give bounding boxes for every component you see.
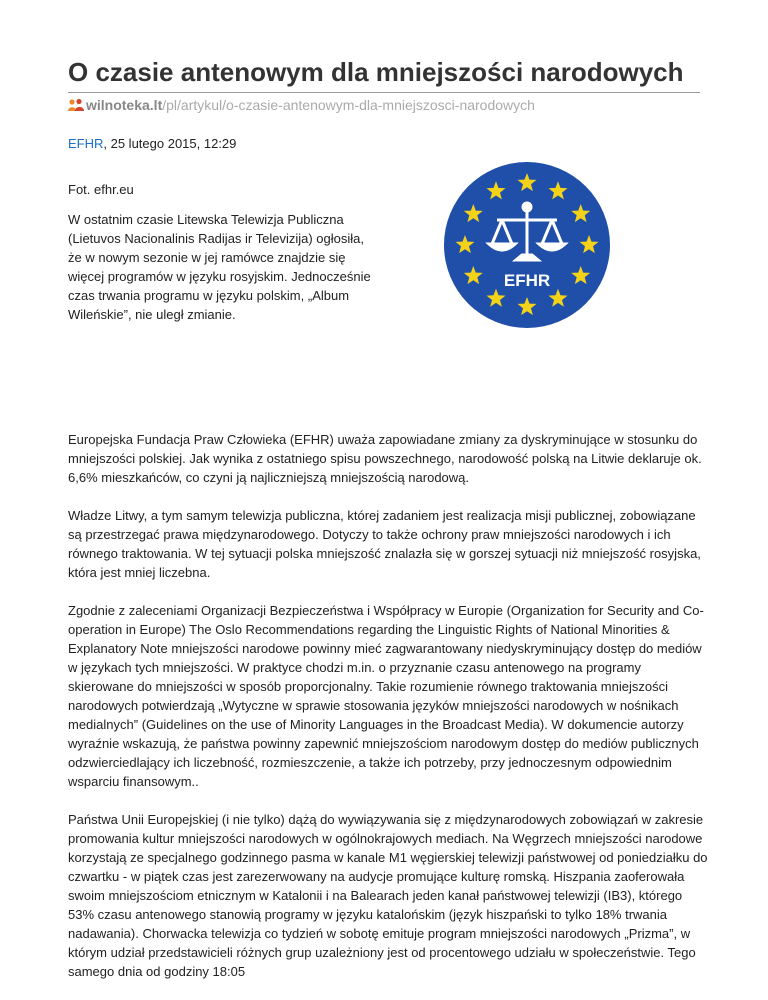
body-paragraph: Państwa Unii Europejskiej (i nie tylko) dążą do wywiązywania się z międzynarodowych zobowiązań w zakresie promowania kultur mniejszości narodowych w ogólnokrajowych mediach. Na Węgrzech mniejszości narodowe korzystają ze specjalnego godzinnego pasma w kanale M1 węgierskiej telewizji państwowej od poniedziałku do czwartku - w piątek czas jest zarezerwowany na audycje promujące kulturę romską. Hiszpania zaoferowała swoim mniejszościom etnicznym w Katalonii i na Balearach jeden kanał państwowej telewizji (IB3), którego 53% czasu antenowego stanowią programy w języku katalońskim (język hiszpański to tylko 18% trwania nadawania). Chorwacka telewizja co tydzień w sobotę emituje program mniejszości narodowych „Prizma”, w którym udział przedstawicieli różnych grup uzależniony jest od procentowego udziału w społeczeństwie. Tego samego dnia od godziny 18:05: [68, 812, 708, 979]
emblem-text: EFHR: [503, 271, 551, 290]
intro-paragraph: W ostatnim czasie Litewska Telewizja Publiczna (Lietuvos Nacionalinis Radijas ir Televizija) ogłosiła, że w nowym sezonie w jej ramówce znajdzie się więcej programów w języku rosyjskim. Jednocześnie czas trwania programu w języku polskim, „Album Wileńskie”, nie uległ zmianie.: [68, 212, 371, 322]
source-link[interactable]: [68, 96, 535, 114]
author-link[interactable]: EFHR: [68, 136, 104, 151]
publish-date: , 25 lutego 2015, 12:29: [103, 136, 237, 151]
byline: [68, 136, 236, 151]
people-icon: [68, 98, 84, 112]
title-divider: [68, 92, 700, 93]
page-title: O czasie antenowym dla mniejszości narodowych: [68, 57, 684, 87]
article-body: [68, 430, 708, 1000]
body-paragraph: Europejska Fundacja Praw Człowieka (EFHR) uważa zapowiadane zmiany za dyskryminujące w stosunku do mniejszości polskiej. Jak wynika z ostatniego spisu powszechnego, narodowość polską na Litwie deklaruje ok. 6,6% mieszkańców, co czyni ją najliczniejszą mniejszością narodową.: [68, 432, 702, 485]
efhr-emblem: [442, 160, 612, 330]
photo-credit: Fot. efhr.eu: [68, 182, 134, 197]
body-paragraph: Zgodnie z zaleceniami Organizacji Bezpieczeństwa i Współpracy w Europie (Organization for Security and Co-operation in Europe) The Oslo Recommendations regarding the Linguistic Rights of National Minorities & Explanatory Note mniejszości narodowe powinny mieć zagwarantowany niedyskryminujący dostęp do mediów w językach tych mniejszości. W praktyce chodzi m.in. o przyznanie czasu antenowego na programy skierowane do mniejszości w sposób proporcjonalny. Takie rozumienie równego traktowania mniejszości narodowych potwierdzają „Wytyczne w sprawie stosowania języków mniejszości narodowych w nośnikach medialnych” (Guidelines on the use of Minority Languages in the Broadcast Media). W dokumencie autorzy wyraźnie wskazują, że państwa powinny zapewnić mniejszościom narodowym dostęp do mediów publicznych odzwierciedlający ich liczebność, rozmieszczenie, a także ich potrzeby, przy jednoczesnym odpowiednim wsparciu finansowym..: [68, 603, 704, 789]
body-paragraph: Władze Litwy, a tym samym telewizja publiczna, której zadaniem jest realizacja misji publicznej, zobowiązane są przestrzegać prawa międzynarodowego. Dotyczy to także ochrony praw mniejszości narodowych i ich równego traktowania. W tej sytuacji polska mniejszość znalazła się w gorszej sytuacji niż mniejszość rosyjska, która jest mniej liczebna.: [68, 508, 701, 580]
source-site[interactable]: wilnoteka.lt: [86, 97, 163, 113]
source-path[interactable]: /pl/artykul/o-czasie-antenowym-dla-mniejszosci-narodowych: [162, 97, 535, 113]
